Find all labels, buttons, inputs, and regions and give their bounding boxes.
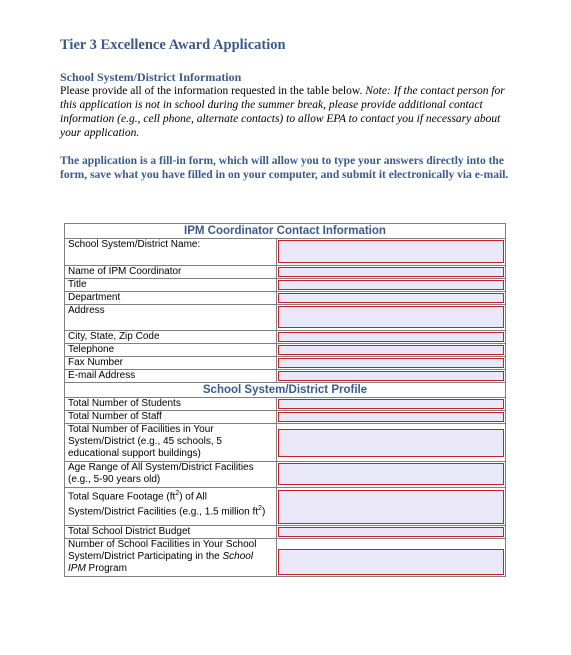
cell-title xyxy=(277,279,506,292)
ipm-text-2: Program xyxy=(85,563,127,574)
telephone-field[interactable] xyxy=(278,345,504,355)
department-field[interactable] xyxy=(278,293,504,303)
label-students: Total Number of Students xyxy=(65,398,277,411)
section-title: School System/District Information xyxy=(60,70,242,84)
ipm-coordinator-field[interactable] xyxy=(278,267,504,277)
sqft-superscript-2: 2 xyxy=(258,505,262,513)
label-school-system-name: School System/District Name: xyxy=(65,239,277,266)
cell-department xyxy=(277,292,506,305)
intro-paragraph xyxy=(60,84,510,140)
label-budget: Total School District Budget xyxy=(65,526,277,539)
application-form-table xyxy=(64,223,506,577)
cell-ipm-coordinator xyxy=(277,266,506,279)
label-telephone: Telephone xyxy=(65,344,277,357)
label-city-state-zip: City, State, Zip Code xyxy=(65,331,277,344)
cell-ipm-program xyxy=(277,539,506,577)
email-field[interactable] xyxy=(278,371,504,381)
sqft-superscript-1: 2 xyxy=(175,490,180,497)
ipm-text-italic: School IPM xyxy=(68,551,254,574)
table-header-profile: School System/District Profile xyxy=(65,383,506,398)
cell-budget xyxy=(277,526,506,539)
cell-address xyxy=(277,305,506,331)
school-system-name-field[interactable] xyxy=(278,240,504,263)
sqft-text-2: ) of All System/District Facilities (e.g., 1.5 million ft xyxy=(68,491,259,518)
label-ipm-program xyxy=(65,539,277,577)
cell-fax xyxy=(277,357,506,370)
fill-in-note: The application is a fill-in form, which will allow you to type your answers directly into the form, save what you have filled in on your computer, and submit it electronically via e-mail. xyxy=(60,155,509,181)
intro-text: Please provide all of the information requested in the table below. xyxy=(60,85,363,97)
label-fax: Fax Number xyxy=(65,357,277,370)
label-email: E-mail Address xyxy=(65,370,277,383)
staff-field[interactable] xyxy=(278,412,504,422)
age-range-field[interactable] xyxy=(278,463,504,485)
table-header-contact: IPM Coordinator Contact Information xyxy=(65,224,506,239)
cell-school-system-name xyxy=(277,239,506,266)
address-field[interactable] xyxy=(278,306,504,328)
sqft-text-3: ) xyxy=(261,506,266,518)
title-field[interactable] xyxy=(278,280,504,290)
ipm-text-1: Number of School Facilities in Your School System/District Participating in the xyxy=(68,539,257,562)
label-department: Department xyxy=(65,292,277,305)
page-title: Tier 3 Excellence Award Application xyxy=(60,37,286,53)
label-age-range: Age Range of All System/District Facilities (e.g., 5-90 years old) xyxy=(65,462,277,488)
sqft-text-1: Total Square Footage (ft xyxy=(68,491,176,503)
intro-note: Note: If the contact person for this application is not in school during the summer break, please provide additional contact information (e.g., cell phone, alternate contacts) to allow EPA to contact you if necessary about your application. xyxy=(60,85,505,139)
facilities-field[interactable] xyxy=(278,429,504,457)
cell-facilities xyxy=(277,424,506,462)
square-footage-field[interactable] xyxy=(278,490,504,524)
cell-telephone xyxy=(277,344,506,357)
ipm-program-field[interactable] xyxy=(278,549,504,575)
cell-students xyxy=(277,398,506,411)
label-ipm-coordinator: Name of IPM Coordinator xyxy=(65,266,277,279)
cell-city-state-zip xyxy=(277,331,506,344)
city-state-zip-field[interactable] xyxy=(278,332,504,342)
label-address: Address xyxy=(65,305,277,331)
label-square-footage xyxy=(65,488,277,526)
fax-field[interactable] xyxy=(278,358,504,368)
students-field[interactable] xyxy=(278,399,504,409)
budget-field[interactable] xyxy=(278,527,504,537)
cell-staff xyxy=(277,411,506,424)
label-staff: Total Number of Staff xyxy=(65,411,277,424)
cell-square-footage xyxy=(277,488,506,526)
label-facilities: Total Number of Facilities in Your System/District (e.g., 45 schools, 5 educational support buildings) xyxy=(65,424,277,462)
label-title: Title xyxy=(65,279,277,292)
cell-email xyxy=(277,370,506,383)
cell-age-range xyxy=(277,462,506,488)
